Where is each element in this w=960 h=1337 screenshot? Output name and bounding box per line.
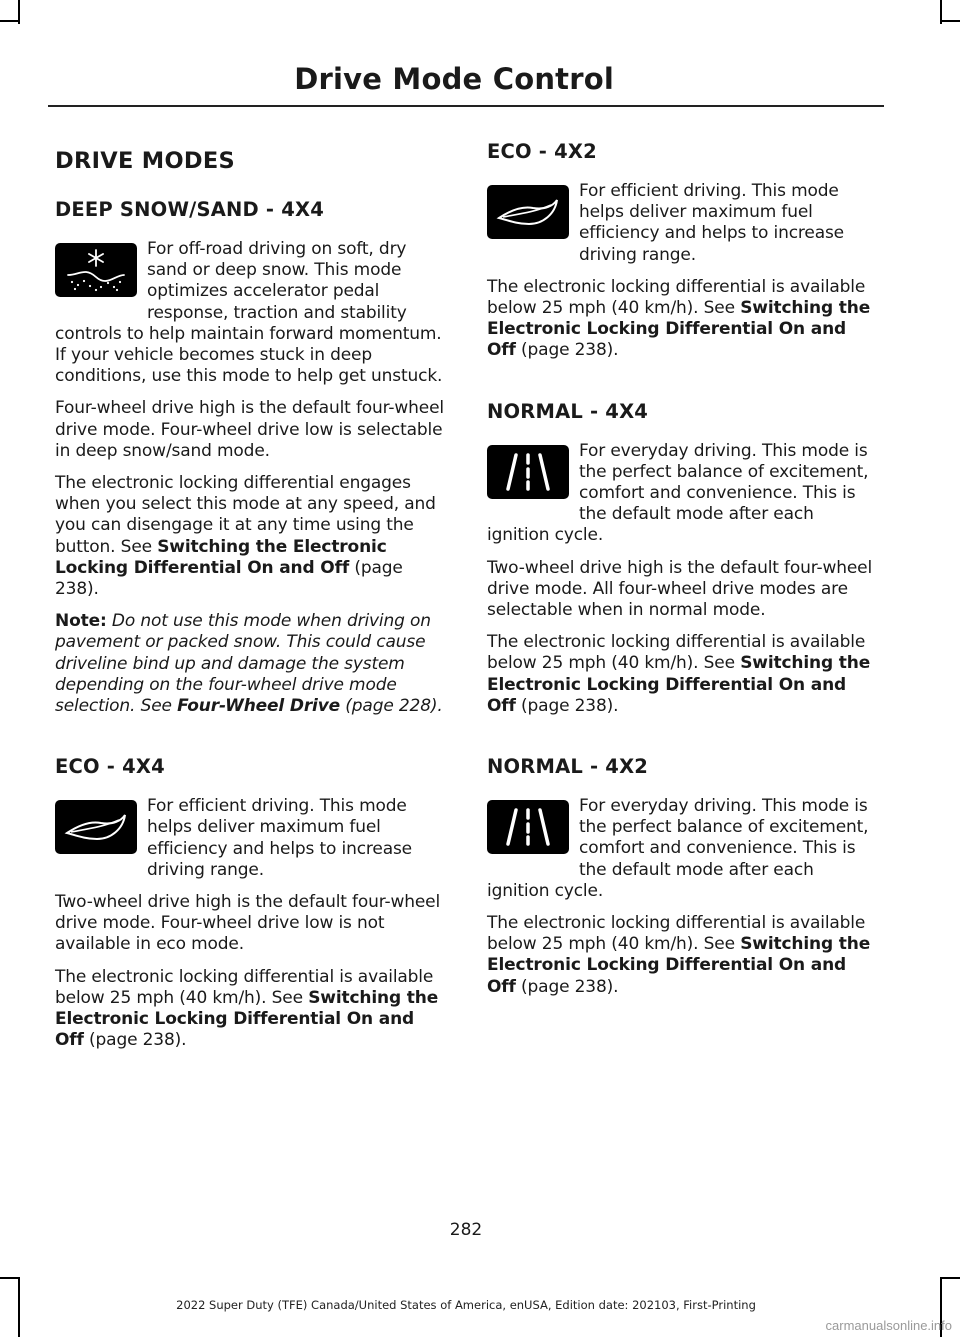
paragraph: [55, 967, 447, 1052]
paragraph: For everyday driving. This mode is the perfect balance of excitement, comfort and convenience. This is the default mode after each ignition cycle.: [487, 796, 869, 901]
mode-eco-4x4: [55, 755, 447, 1062]
cross-reference-link[interactable]: Switching the Electronic Locking Differential On and Off: [55, 987, 439, 1051]
paragraph: [487, 913, 879, 998]
page-reference: (page 238).: [55, 557, 403, 600]
paragraph: For everyday driving. This mode is the perfect balance of excitement, comfort and convenience. This is the default mode after each ignition cycle.: [487, 440, 869, 546]
mode-heading: ECO - 4X2: [487, 140, 597, 163]
paragraph: [487, 277, 879, 362]
page-header-title: Drive Mode Control: [294, 62, 614, 96]
cross-reference-link[interactable]: Switching the Electronic Locking Differential On and Off: [55, 536, 387, 578]
text: The electronic locking differential engages when you select this mode at any speed, and you can disengage it at any time using the button. See: [55, 473, 436, 557]
page-reference: (page 228).: [340, 696, 443, 717]
paragraph: [487, 632, 879, 717]
text: The electronic locking differential is available below 25 mph (40 km/h). See: [55, 966, 434, 1008]
paragraph: Two-wheel drive high is the default four-wheel drive mode. All four-wheel drive modes are selectable when in normal mode.: [487, 557, 873, 621]
page-reference: (page 238).: [515, 976, 619, 997]
road-lanes-icon: [487, 800, 569, 854]
page-number: 282: [449, 1220, 483, 1240]
page-reference: (page 238).: [515, 695, 619, 716]
paragraph: For efficient driving. This mode helps deliver maximum fuel efficiency and helps to increase driving range.: [147, 796, 412, 880]
header-divider: [48, 105, 884, 107]
mode-normal-4x4: [487, 400, 879, 728]
paragraph: Two-wheel drive high is the default four-wheel drive mode. Four-wheel drive low is not available in eco mode.: [55, 892, 441, 955]
cross-reference-link[interactable]: Four-Wheel Drive: [177, 696, 341, 717]
text: The electronic locking differential is available below 25 mph (40 km/h). See: [487, 632, 866, 674]
watermark: carmanualsonline.info: [825, 1318, 952, 1333]
note-text: Do not use this mode when driving on pavement or packed snow. This could cause driveline bind up and damage the system depending on the four-wheel drive mode selection. See: [55, 611, 431, 717]
crop-mark: [940, 1277, 960, 1279]
cross-reference-link[interactable]: Switching the Electronic Locking Differential On and Off: [487, 298, 871, 361]
text: The electronic locking differential is available below 25 mph (40 km/h). See: [487, 276, 866, 319]
page-reference: (page 238).: [83, 1030, 187, 1051]
right-column: [487, 140, 879, 1036]
road-lanes-icon: [487, 445, 569, 499]
mode-heading: ECO - 4X4: [55, 755, 165, 779]
eco-leaf-icon: [55, 800, 137, 854]
note: [55, 611, 447, 717]
mode-heading: NORMAL - 4X2: [487, 755, 649, 779]
snowflake-terrain-icon: [55, 243, 137, 297]
mode-heading: DEEP SNOW/SAND - 4X4: [55, 198, 324, 221]
paragraph: For efficient driving. This mode helps deliver maximum fuel efficiency and helps to increase driving range.: [579, 181, 844, 265]
page-reference: (page 238).: [515, 340, 619, 361]
mode-eco-4x2: [487, 140, 879, 373]
left-column: [55, 140, 447, 1090]
paragraph: For off-road driving on soft, dry sand or deep snow. This mode optimizes accelerator pedal response, traction and stability controls to help maintain forward momentum. If your vehicle becomes stuck in deep conditions, use this mode to help get unstuck.: [55, 239, 443, 387]
crop-mark: [0, 1277, 20, 1279]
paragraph: Four-wheel drive high is the default four-wheel drive mode. Four-wheel drive low is selectable in deep snow/sand mode.: [55, 398, 444, 461]
mode-heading: NORMAL - 4X4: [487, 399, 649, 423]
text: The electronic locking differential is available below 25 mph (40 km/h). See: [487, 913, 866, 955]
cross-reference-link[interactable]: Switching the Electronic Locking Differential On and Off: [487, 934, 871, 997]
eco-leaf-icon: [487, 185, 569, 239]
note-label: Note:: [55, 611, 107, 632]
crop-mark: [940, 20, 960, 22]
mode-normal-4x2: [487, 755, 879, 1009]
cross-reference-link[interactable]: Switching the Electronic Locking Differential On and Off: [487, 653, 871, 716]
footer-edition-text: 2022 Super Duty (TFE) Canada/United States of America, enUSA, Edition date: 202103, First-Printing: [176, 1298, 756, 1312]
section-title: DRIVE MODES: [55, 148, 236, 174]
crop-mark: [0, 20, 20, 22]
mode-deep-snow-sand: [55, 198, 447, 728]
paragraph: [55, 473, 447, 600]
